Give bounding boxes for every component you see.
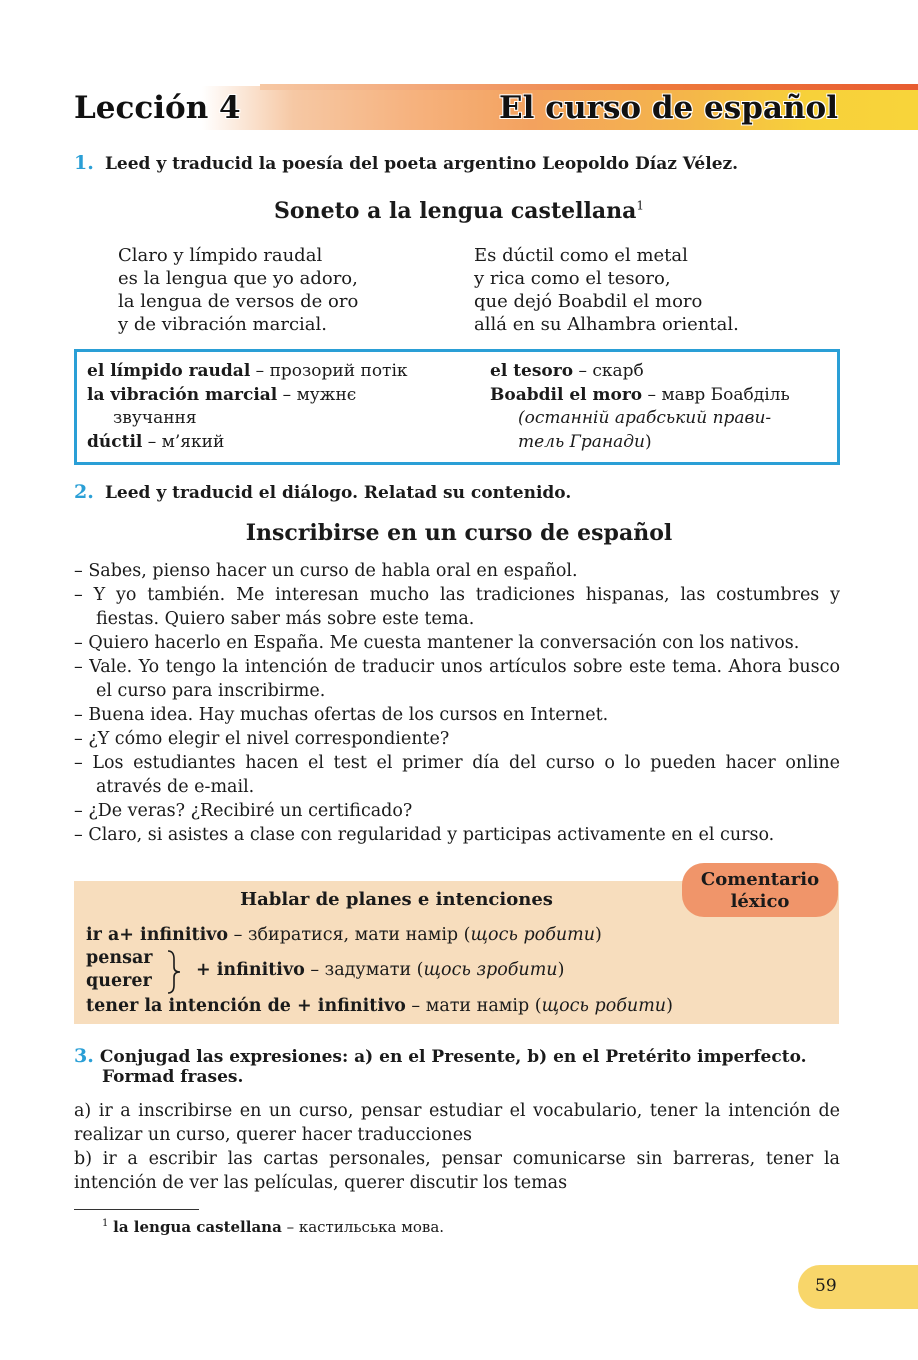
poem-footnote-mark: 1 — [636, 198, 644, 213]
expression-meaning: – задумати ( — [304, 960, 424, 980]
page-number: 59 — [815, 1276, 837, 1296]
task-1-number: 1. — [74, 152, 94, 174]
footnote-divider — [74, 1209, 199, 1210]
footnote-mark: 1 — [102, 1218, 109, 1229]
expression-close: ) — [595, 925, 602, 945]
vocab-entry — [87, 384, 477, 408]
vocab-term: la vibración marcial — [87, 384, 278, 405]
dialog-line: – Quiero hacerlo en España. Me cuesta mantener la conversación con los nativos. — [74, 633, 800, 653]
vocab-note-close: ) — [645, 431, 652, 452]
poem-line: es la lengua que yo adoro, — [118, 268, 358, 289]
panel-title: Hablar de planes e intenciones — [240, 889, 553, 910]
expression-row — [196, 958, 564, 982]
expression-meaning: – мати намір ( — [405, 996, 542, 1016]
lesson-number: Lección 4 — [74, 90, 241, 126]
badge-line: léxico — [730, 891, 790, 912]
task-3-number: 3. — [74, 1045, 94, 1067]
footnote-definition: – кастильська мова. — [281, 1218, 445, 1236]
verb-querer: querer — [86, 971, 152, 991]
vocab-entry — [87, 431, 477, 455]
vocab-entry — [87, 360, 477, 384]
dialog-line: – Sabes, pienso hacer un curso de habla oral en español. — [74, 561, 578, 581]
verb-pensar: pensar — [86, 948, 153, 968]
expression-meaning-italic: щось робити — [541, 996, 667, 1016]
footnote — [102, 1218, 444, 1236]
lexical-comment-badge — [682, 863, 838, 917]
dialog-line: – Los estudiantes hacen el test el primer día del curso o lo pueden hacer online através de e-mail. — [74, 753, 840, 797]
poem-line: la lengua de versos de oro — [118, 291, 359, 312]
expression-close: ) — [557, 960, 565, 980]
dialog-line: – ¿De veras? ¿Recibiré un certificado? — [74, 801, 413, 821]
exercise-b: b) ir a escribir las cartas personales, pensar comunicarse sin barreras, tener la intención de ver las películas, querer discutir los temas — [74, 1149, 840, 1193]
expression-verbs — [86, 947, 153, 993]
dialog-title: Inscribirse en un curso de español — [245, 520, 673, 546]
poem-title — [0, 198, 918, 224]
dialog — [74, 559, 840, 847]
vocab-definition: – скарб — [573, 361, 644, 381]
dialog-line: – Buena idea. Hay muchas ofertas de los cursos en Internet. — [74, 705, 609, 725]
poem-line: allá en su Alhambra oriental. — [474, 314, 739, 335]
task-3-text-continued: Formad frases. — [102, 1067, 244, 1087]
expression-term: ir a+ infinitivo — [86, 925, 229, 945]
expression-meaning: – збиратися, мати намір ( — [228, 925, 471, 945]
expression-term: tener la intención de + infinitivo — [86, 996, 406, 1016]
lesson-topic: El curso de español — [499, 90, 838, 126]
vocabulary-box — [74, 349, 840, 465]
task-3-heading — [74, 1045, 840, 1087]
dialog-line: – Y yo también. Me interesan mucho las tradiciones hispanas, las costumbres y fiestas. Quiero saber más sobre este tema. — [74, 585, 840, 629]
dialog-line: – Vale. Yo tengo la intención de traducir unos artículos sobre este tema. Ahora busco el curso para inscribirme. — [74, 657, 840, 701]
vocab-term: Boabdil el moro — [490, 384, 643, 405]
vocab-definition: – прозорий потік — [250, 361, 408, 381]
expression-meaning-italic: щось робити — [470, 925, 596, 945]
vocab-entry — [490, 384, 835, 408]
dialog-line: – ¿Y cómo elegir el nivel correspondiente? — [74, 729, 450, 749]
expression-term: + infinitivo — [196, 960, 305, 980]
poem-title-text: Soneto a la lengua castellana — [274, 198, 637, 224]
expression-meaning-italic: щось зробити — [423, 960, 558, 980]
dialog-line: – Claro, si asistes a clase con regularidad y participas activamente en el curso. — [74, 825, 775, 845]
vocab-definition: – мавр Боабділь — [642, 384, 790, 405]
task-2-heading — [74, 481, 571, 503]
expression-row — [86, 923, 602, 947]
vocab-note — [490, 431, 835, 455]
vocab-note: (останній арабський прави- — [518, 408, 772, 428]
poem-line: Es dúctil como el metal — [474, 245, 688, 266]
vocabulary-column-left — [87, 360, 477, 454]
expression-close: ) — [666, 996, 673, 1016]
task-2-text: Leed y traducid el diálogo. Relatad su contenido. — [104, 483, 572, 503]
poem-stanza-right — [474, 244, 739, 336]
task-3-text: Conjugad las expresiones: a) en el Presente, b) en el Pretérito imperfecto. — [99, 1047, 807, 1067]
vocab-entry — [490, 360, 835, 384]
exercise-a: a) ir a inscribirse en un curso, pensar estudiar el vocabulario, tener la intención de realizar un curso, querer hacer traducciones — [74, 1101, 840, 1145]
poem-line: que dejó Boabdil el moro — [474, 291, 703, 312]
vocab-term: dúctil — [87, 431, 143, 452]
vocab-definition: – м’який — [142, 431, 225, 452]
curly-brace-icon — [166, 949, 184, 995]
vocab-term: el límpido raudal — [87, 361, 251, 381]
poem-stanza-left — [118, 244, 358, 336]
vocab-definition: – мужнє — [277, 384, 357, 405]
vocab-definition-continued: звучання — [113, 408, 197, 428]
task-1-heading — [74, 152, 738, 174]
poem-line: y de vibración marcial. — [118, 314, 328, 335]
poem-line: Claro y límpido raudal — [118, 245, 323, 266]
footnote-term: la lengua castellana — [113, 1218, 282, 1236]
vocab-note-text: тель Гранади — [518, 431, 645, 452]
vocabulary-column-right — [490, 360, 835, 454]
expression-row — [86, 994, 673, 1018]
task-2-number: 2. — [74, 481, 94, 503]
task-1-text: Leed y traducid la poesía del poeta argentino Leopoldo Díaz Vélez. — [104, 154, 739, 174]
badge-line: Comentario — [700, 869, 820, 890]
poem-line: y rica como el tesoro, — [474, 268, 671, 289]
vocab-term: el tesoro — [490, 361, 574, 381]
